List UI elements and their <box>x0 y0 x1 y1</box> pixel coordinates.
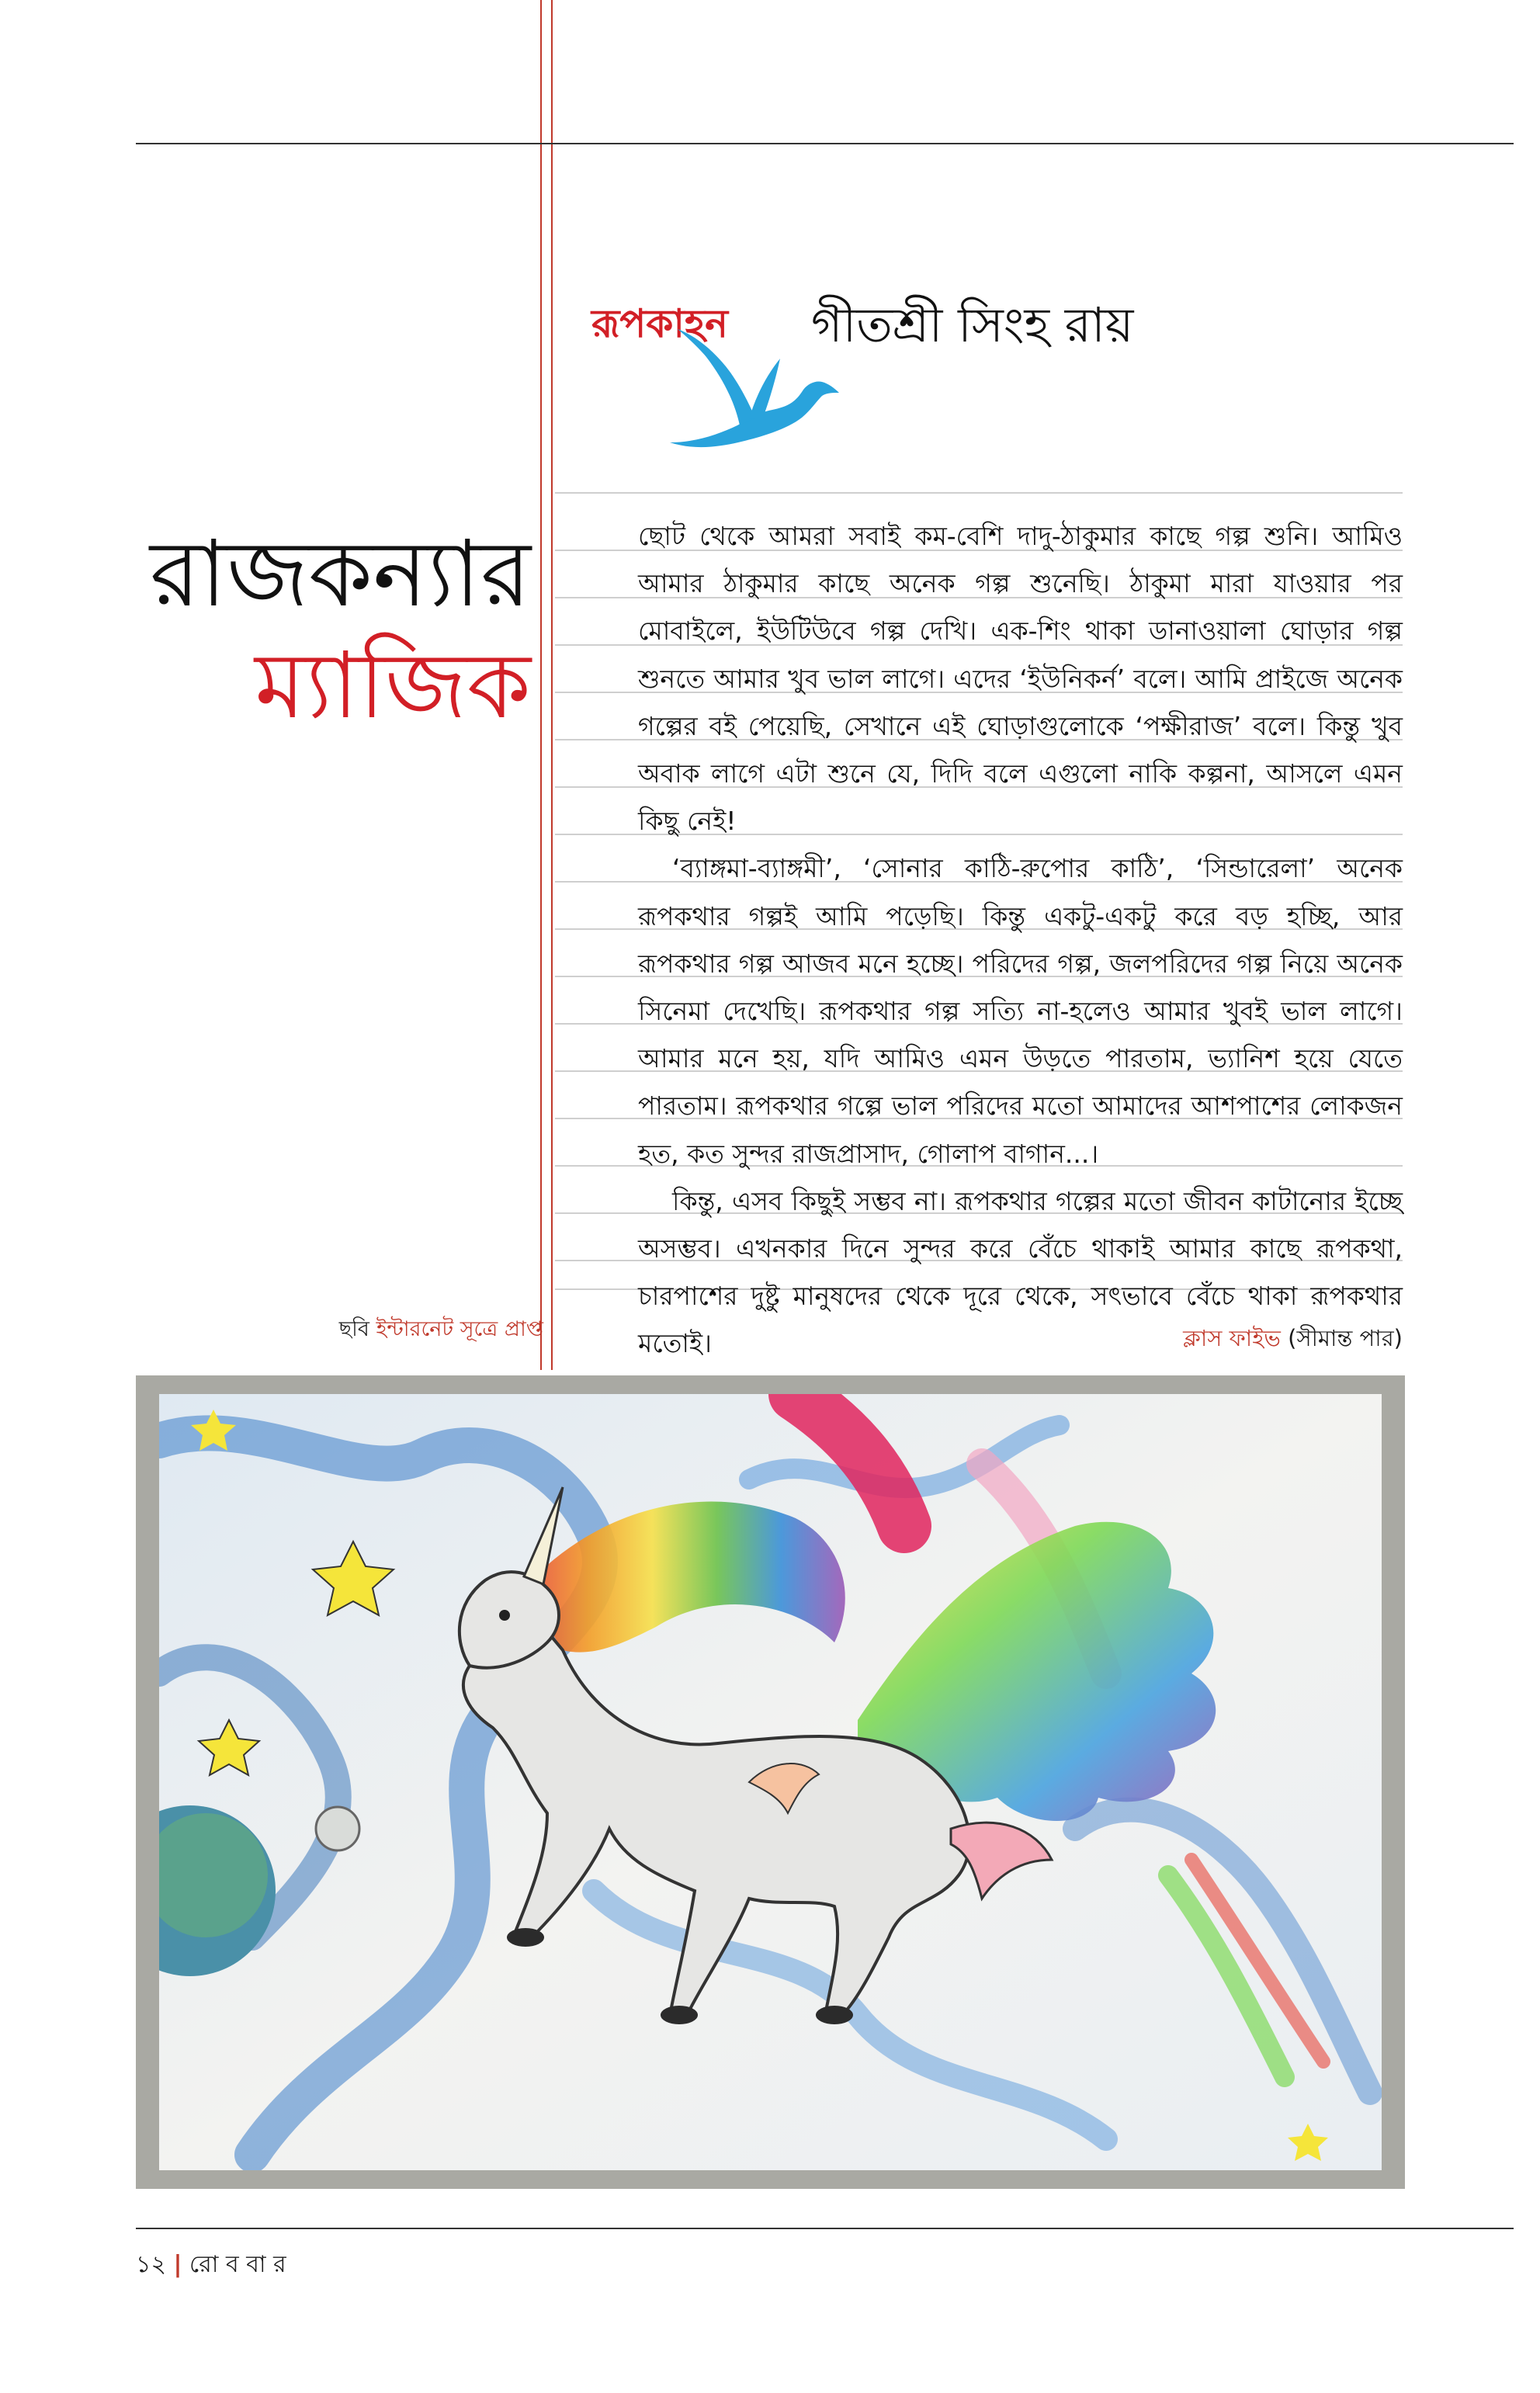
top-rule <box>136 143 1514 144</box>
unicorn-illustration <box>136 1375 1405 2189</box>
ruled-line <box>555 492 1403 494</box>
bottom-rule <box>136 2228 1514 2229</box>
body-paragraph-2: ‘ব্যাঙ্গমা-ব্যাঙ্গমী’, ‘সোনার কাঠি-রুপোর কাঠি’, ‘সিন্ডারেলা’ অনেক রূপকথার গল্পই আমি পড়েছি। কিন্তু একটু-একটু করে বড় হচ্ছি, আর রূপকথার গল্প আজব মনে হচ্ছে। পরিদের গল্প, জলপরিদের গল্প নিয়ে অনেক সিনেমা দেখেছি। রূপকথার গল্প সত্যি না-হলেও আমার খুবই ভাল লাগে। আমার মনে হয়, যদি আমিও এমন উড়তে পারতাম, ভ্যানিশ হয়ে যেতে পারতাম। রূপকথার গল্পে ভাল পরিদের মতো আমাদের আশপাশের লোকজন হত, কত সুন্দর রাজপ্রাসাদ, গোলাপ বাগান...। <box>638 853 1403 1169</box>
body-paragraph-1: ছোট থেকে আমরা সবাই কম-বেশি দাদু-ঠাকুমার কাছে গল্প শুনি। আমিও আমার ঠাকুমার কাছে অনেক গল্প শুনেছি। ঠাকুমা মারা যাওয়ার পর মোবাইলে, ইউটিউবে গল্প দেখি। এক-শিং থাকা ডানাওয়ালা ঘোড়ার গল্প শুনতে আমার খুব ভাল লাগে। এদের ‘ইউনিকর্ন’ বলে। আমি প্রাইজে অনেক গল্পের বই পেয়েছি, সেখানে এই ঘোড়াগুলোকে ‘পক্ষীরাজ’ বলে। কিন্তু খুব অবাক লাগে এটা শুনে যে, দিদি বলে এগুলো নাকি কল্পনা, আসলে এমন কিছু নেই! <box>638 521 1403 837</box>
magazine-name: রো ব বা র <box>189 2251 286 2278</box>
column-rule-right <box>551 0 553 1370</box>
body-paragraph-3: কিন্তু, এসব কিছুই সম্ভব না। রূপকথার গল্পের মতো জীবন কাটানোর ইচ্ছে অসম্ভব। এখনকার দিনে সুন্দর করে বেঁচে থাকাই আমার কাছে রূপকথা, চারপাশের দুষ্টু মানুষদের থেকে দূরে থেকে, সৎভাবে বেঁচে থাকা রূপকথার মতোই। <box>638 1185 1403 1359</box>
page-folio <box>136 2246 286 2285</box>
author-byline <box>1183 1321 1403 1359</box>
page-number: ১২ <box>136 2251 166 2278</box>
unicorn-hoof <box>816 2006 853 2024</box>
author-class: ক্লাস ফাইভ <box>1183 1325 1281 1351</box>
article-title-line1: রাজকন্যার <box>149 520 531 627</box>
unicorn-hoof <box>507 1928 544 1947</box>
section-kicker: রূপকাহন <box>591 301 728 346</box>
flying-bird-icon <box>664 326 842 462</box>
column-rule-left <box>540 0 542 1370</box>
unicorn-drawing <box>159 1394 1382 2170</box>
article-title-line2: ম্যাজিক <box>255 632 531 739</box>
author-location: (সীমান্ত পার) <box>1288 1325 1403 1351</box>
article-body <box>638 512 1403 1368</box>
unicorn-eye <box>499 1610 510 1621</box>
image-credit-source: ইন্টারনেট সূত্রে প্রাপ্ত <box>376 1317 543 1341</box>
small-moon <box>316 1807 359 1850</box>
unicorn-hoof <box>661 2006 698 2024</box>
author-name: গীতশ্রী সিংহ রায় <box>811 297 1134 353</box>
image-credit <box>339 1313 543 1348</box>
image-credit-label: ছবি <box>338 1317 369 1341</box>
folio-separator: | <box>173 2251 182 2278</box>
